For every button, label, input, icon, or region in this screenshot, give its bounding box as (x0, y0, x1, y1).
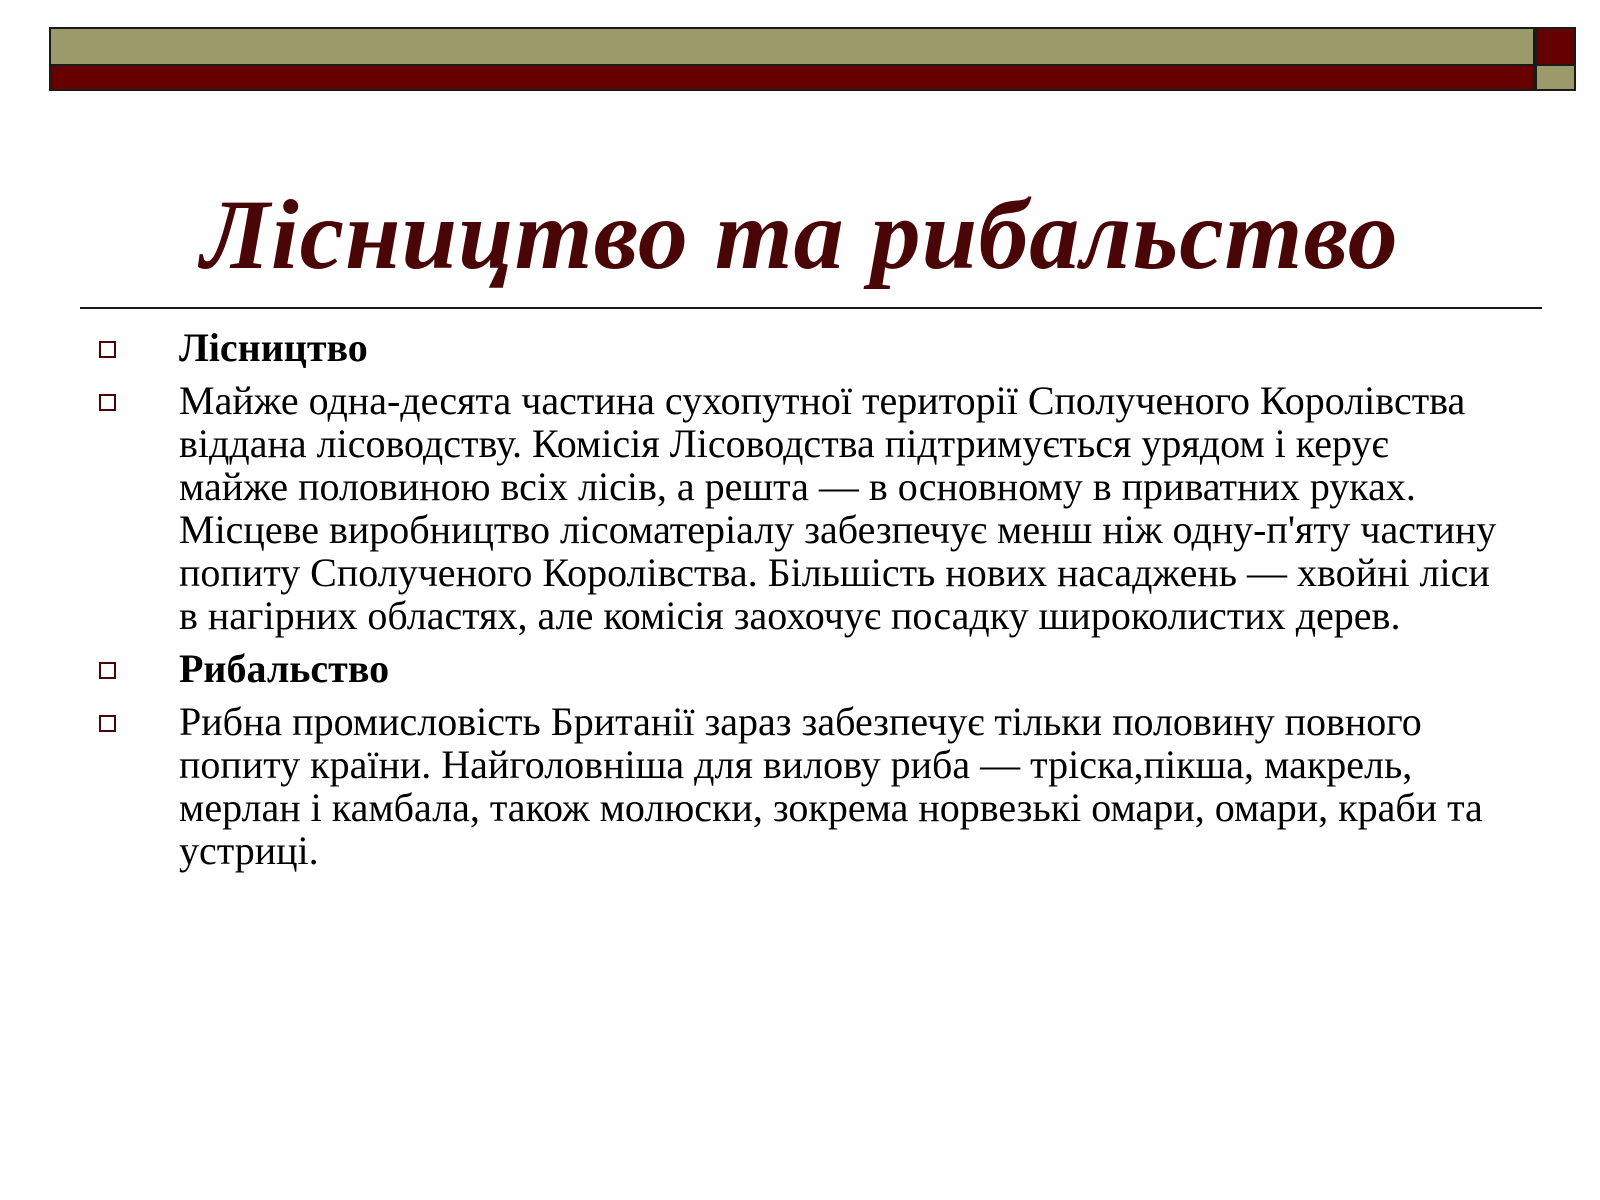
title-divider (80, 307, 1542, 309)
bullet-item-forestry-body (0, 379, 1600, 637)
slide-title: Лісництво та рибальство (201, 179, 1399, 290)
square-bullet-icon (99, 394, 116, 411)
header-corner-square-top (1535, 27, 1576, 66)
header-bar-maroon (49, 66, 1535, 91)
bullet-text: Рибна промисловість Британії зараз забезпечує тільки половину повного попиту країни. Найголовніша для вилову риба — тріска,пікша, макрель, мерлан і камбала, також молюски, зокрема норвезькі омари, омари, краби та устриці. (179, 699, 1483, 873)
bullet-item-fishing-body (0, 700, 1600, 872)
header-corner-square-bottom (1535, 66, 1576, 91)
bullet-text: Лісництво (179, 325, 368, 370)
bullet-item-forestry-heading (0, 326, 1600, 369)
bullet-text: Рибальство (179, 646, 390, 691)
bullet-text: Майже одна-десята частина сухопутної території Сполученого Королівства віддана лісоводству. Комісія Лісоводства підтримується урядом і керує майже половиною всіх лісів, а решта — в основному в приватних руках. Місцеве виробництво лісоматеріалу забезпечує менш ніж одну-п'яту частину попиту Сполученого Королівства. Більшість нових насаджень — хвойні ліси в нагірних областях, але комісія заохочує посадку широколистих дерев. (179, 378, 1497, 638)
square-bullet-icon (99, 341, 116, 358)
square-bullet-icon (99, 715, 116, 732)
square-bullet-icon (99, 662, 116, 679)
bullet-item-fishing-heading (0, 647, 1600, 690)
header-bar-olive (49, 27, 1535, 66)
slide-content (0, 326, 1600, 882)
